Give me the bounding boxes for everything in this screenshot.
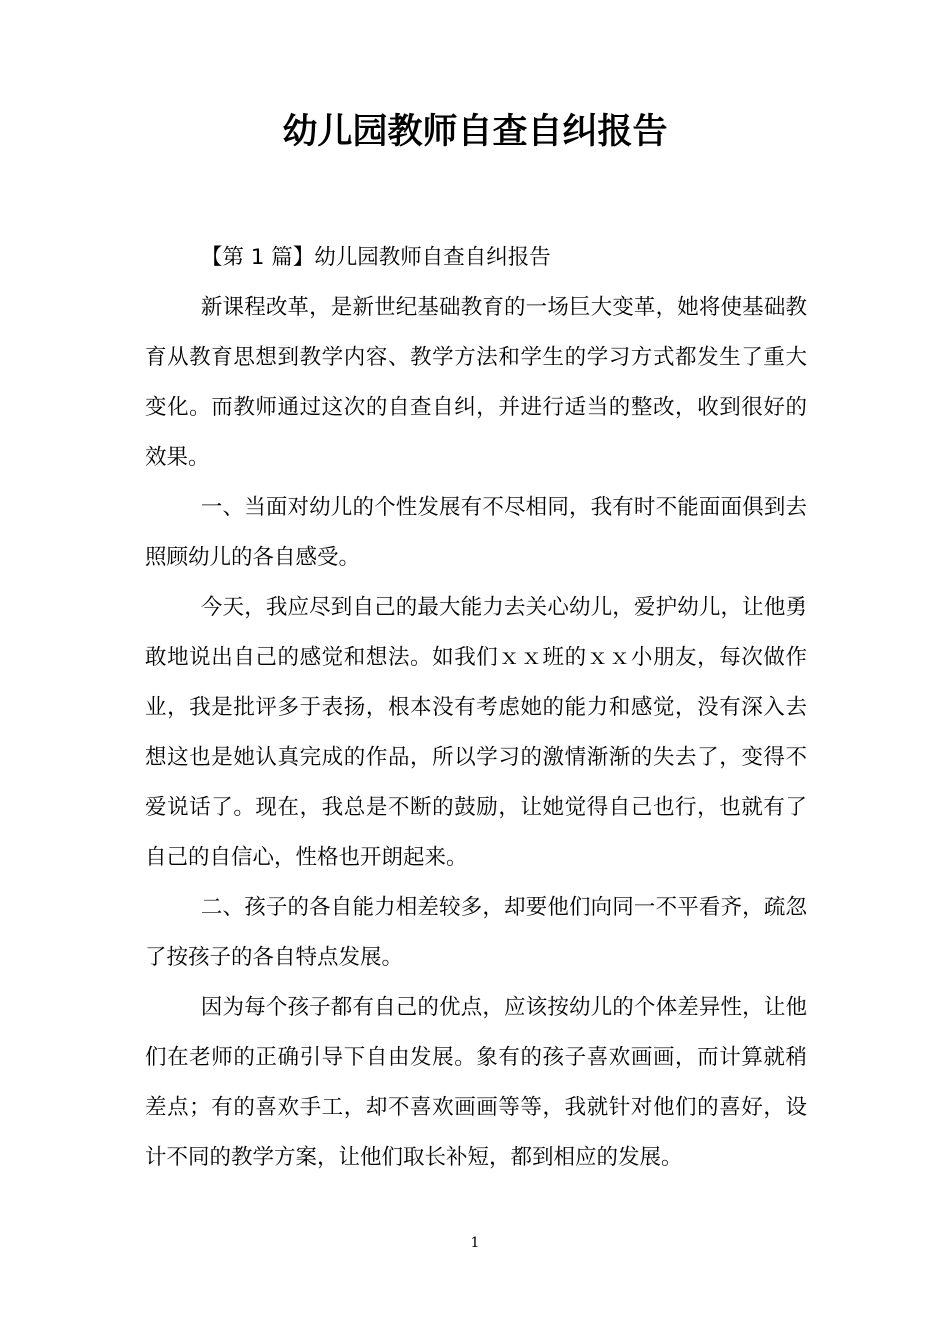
paragraph: 二、孩子的各自能力相差较多，却要他们向同一不平看齐，疏忽了按孩子的各自特点发展。: [145, 895, 807, 970]
page-number: 1: [470, 1235, 480, 1251]
section-heading: 【第 1 篇】幼儿园教师自查自纠报告: [200, 245, 551, 270]
paragraph: 新课程改革，是新世纪基础教育的一场巨大变革，她将使基础教育从教育思想到教学内容、教学方法和学生的学习方式都发生了重大变化。而教师通过这次的自查自纠，并进行适当的整改，收到很好的效果。: [145, 295, 807, 470]
paragraph: 今天，我应尽到自己的最大能力去关心幼儿，爱护幼儿，让他勇敢地说出自己的感觉和想法。如我们ｘｘ班的ｘｘ小朋友，每次做作业，我是批评多于表扬，根本没有考虑她的能力和感觉，没有深入去想这也是她认真完成的作品，所以学习的激情渐渐的失去了，变得不爱说话了。现在，我总是不断的鼓励，让她觉得自己也行，也就有了自己的自信心，性格也开朗起来。: [145, 595, 807, 870]
document-body: [145, 233, 807, 1183]
document-title: 幼儿园教师自查自纠报告: [282, 112, 668, 152]
paragraph: 因为每个孩子都有自己的优点，应该按幼儿的个体差异性，让他们在老师的正确引导下自由发展。象有的孩子喜欢画画，而计算就稍差点；有的喜欢手工，却不喜欢画画等等，我就针对他们的喜好，设计不同的教学方案，让他们取长补短，都到相应的发展。: [145, 995, 807, 1170]
paragraph: 一、当面对幼儿的个性发展有不尽相同，我有时不能面面俱到去照顾幼儿的各自感受。: [145, 495, 807, 570]
